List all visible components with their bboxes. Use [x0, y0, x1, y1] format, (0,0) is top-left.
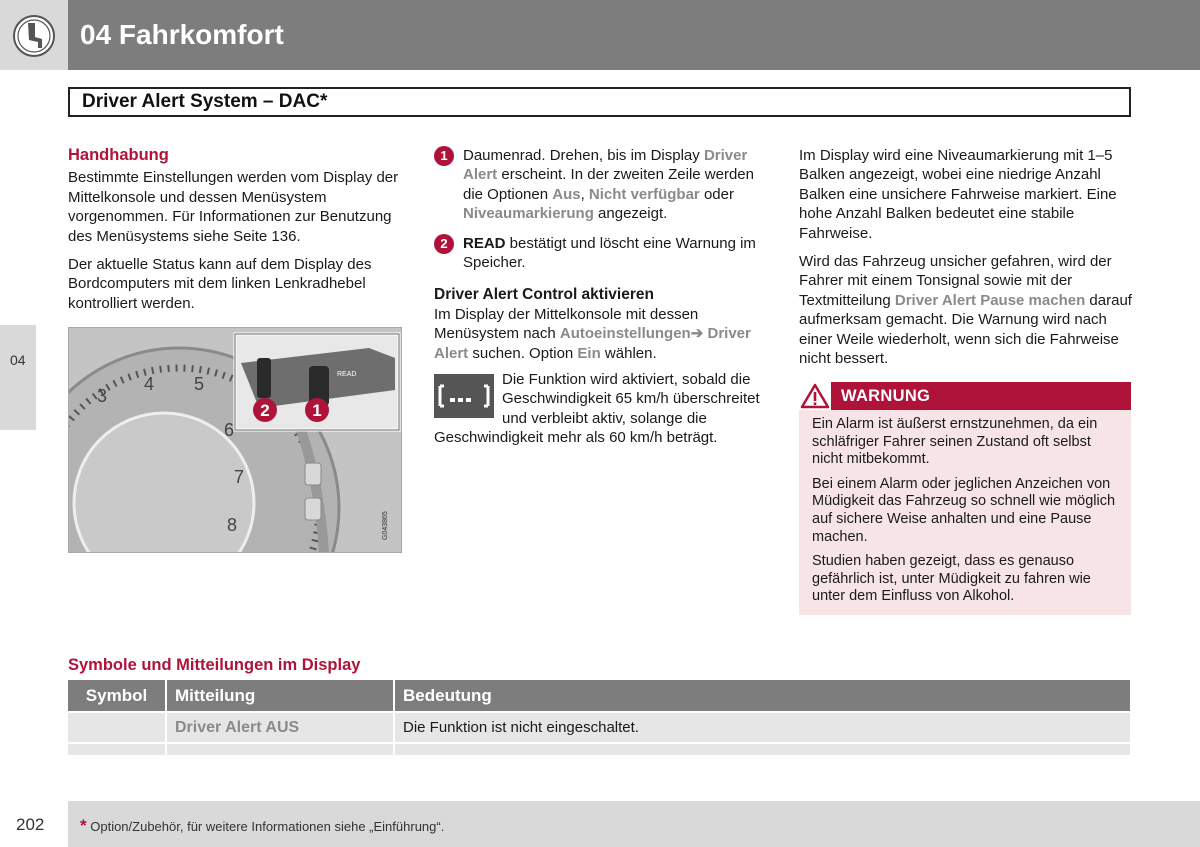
dashboard-drawing	[69, 328, 402, 553]
arrow-icon: ➔	[690, 325, 704, 343]
column-header-symbol: Symbol	[68, 680, 166, 712]
dac-paragraph	[434, 370, 770, 448]
text: oder	[699, 185, 734, 203]
display-text: Autoeinstellungen	[559, 325, 691, 343]
paragraph: Ein Alarm ist äußerst ernstzunehmen, da ein schläfriger Fahrer seinen Zustand oft selbst nicht mitbekommt.	[812, 416, 1098, 468]
text: Daumenrad. Drehen, bis im Display	[463, 147, 704, 164]
warning-icon-bg	[799, 382, 831, 410]
column-3	[799, 146, 1133, 377]
display-text: Aus	[552, 185, 581, 203]
warning-body	[799, 410, 1131, 606]
display-text: Driver Alert	[434, 325, 751, 362]
footnote-star: *	[80, 816, 87, 835]
list-item	[434, 234, 770, 273]
gauge-number: 7	[234, 467, 245, 487]
table-cell	[166, 743, 394, 755]
paragraph: Der aktuelle Status kann auf dem Display des Bordcomputers mit dem linken Lenkradhebel kontrolliert werden.	[68, 256, 372, 312]
warning-box	[799, 382, 1131, 615]
text: darauf aufmerksam gemacht. Die Warnung wird nach einer Weile wiederholt, wenn sich die Fahrweise nicht bessert.	[799, 291, 1132, 368]
text: wählen.	[600, 344, 657, 362]
callout-2: 2	[260, 401, 270, 420]
gauge-number: 5	[194, 374, 205, 394]
section-title: Driver Alert System – DAC*	[82, 91, 328, 112]
gauge-number: 8	[227, 515, 238, 535]
heading-handhabung: Handhabung	[68, 146, 169, 164]
text: erscheint. In der zweiten Zeile werden die Optionen	[463, 166, 754, 203]
lever-read-label: READ	[337, 371, 357, 378]
gauge-number: 4	[144, 374, 155, 394]
text: ,	[580, 185, 589, 203]
table-cell-message: Driver Alert AUS	[166, 712, 394, 743]
chapter-side-tab	[0, 325, 36, 430]
dashboard-illustration	[68, 327, 402, 553]
table-title: Symbole und Mitteilungen im Display	[68, 656, 361, 674]
seat-icon	[12, 14, 56, 58]
chapter-title: 04 Fahrkomfort	[80, 19, 284, 50]
display-text: Niveaumarkierung	[463, 205, 594, 223]
header-tab	[0, 0, 68, 70]
text: Die Funktion wird aktiviert, sobald die Geschwindigkeit 65 km/h überschreitet und verbleibt aktiv, solange die Geschwindigkeit mehr als 60 km/h beträgt.	[434, 371, 760, 447]
warning-title: WARNUNG	[841, 387, 931, 405]
warning-header	[799, 382, 1131, 410]
subheading: Driver Alert Control aktivieren	[434, 286, 654, 304]
list-item	[434, 146, 770, 224]
table-cell	[394, 743, 1130, 755]
gauge-number: 3	[97, 386, 108, 406]
callout-1: 1	[312, 401, 322, 420]
paragraph	[799, 252, 1133, 368]
column-header-meaning: Bedeutung	[394, 680, 1130, 712]
chapter-side-tab-label: 04	[10, 352, 26, 368]
paragraph: Bestimmte Einstellungen werden vom Display der Mittelkonsole und dessen Menüsystem vorgenommen. Für Informationen zur Benutzung des Menüsystems siehe Seite 136.	[68, 169, 399, 245]
footnote-text: Option/Zubehör, für weitere Informationen siehe „Einführung“.	[86, 819, 445, 834]
table-cell-symbol	[68, 712, 166, 743]
dac-symbol-icon	[434, 374, 494, 418]
table-cell	[68, 743, 166, 755]
paragraph: Im Display wird eine Niveaumarkierung mit 1–5 Balken angezeigt, wobei eine niedrige Anzahl Balken eine unsichere Fahrweise markiert. Eine hohe Anzahl Balken bedeutet eine stabile Fahrweise.	[799, 147, 1117, 242]
table-row	[68, 712, 1130, 743]
image-code: G043865	[382, 511, 389, 540]
gauge-number: 6	[224, 420, 235, 440]
table-row-partial	[68, 743, 1130, 755]
number-badge-1: 1	[434, 146, 454, 166]
display-text: Driver Alert Pause machen	[894, 291, 1086, 309]
footer-note	[80, 816, 444, 836]
symbols-table	[68, 680, 1130, 755]
paragraph: Bei einem Alarm oder jeglichen Anzeichen von Müdigkeit das Fahrzeug so schnell wie möglich auf sichere Weise anhalten und eine Pause machen.	[812, 475, 1116, 545]
text: suchen. Option	[468, 344, 578, 362]
text: Im Display der Mittelkonsole mit dessen Menüsystem nach	[434, 305, 699, 343]
paragraph	[434, 305, 770, 363]
number-badge-2: 2	[434, 234, 454, 254]
paragraph: Studien haben gezeigt, dass es genauso gefährlich ist, unter Müdigkeit zu fahren wie unter dem Einfluss von Alkohol.	[812, 553, 1091, 605]
table-cell-meaning: Die Funktion ist nicht eingeschaltet.	[394, 712, 1130, 743]
display-text: Driver Alert	[463, 147, 748, 184]
read-label: READ	[463, 234, 506, 252]
column-header-message: Mitteilung	[166, 680, 394, 712]
display-text: Nicht verfügbar	[588, 185, 700, 203]
text: bestätigt und löscht eine Warnung im Speicher.	[463, 234, 756, 272]
column-1	[68, 146, 402, 322]
table-header-row	[68, 680, 1130, 712]
warning-triangle-icon	[799, 382, 831, 410]
page-number: 202	[16, 815, 45, 834]
text: angezeigt.	[593, 205, 668, 223]
column-2	[434, 146, 770, 448]
text: Wird das Fahrzeug unsicher gefahren, wird der Fahrer mit einem Tonsignal sowie mit der Textmitteilung	[799, 253, 1112, 309]
display-text: Ein	[577, 344, 601, 362]
